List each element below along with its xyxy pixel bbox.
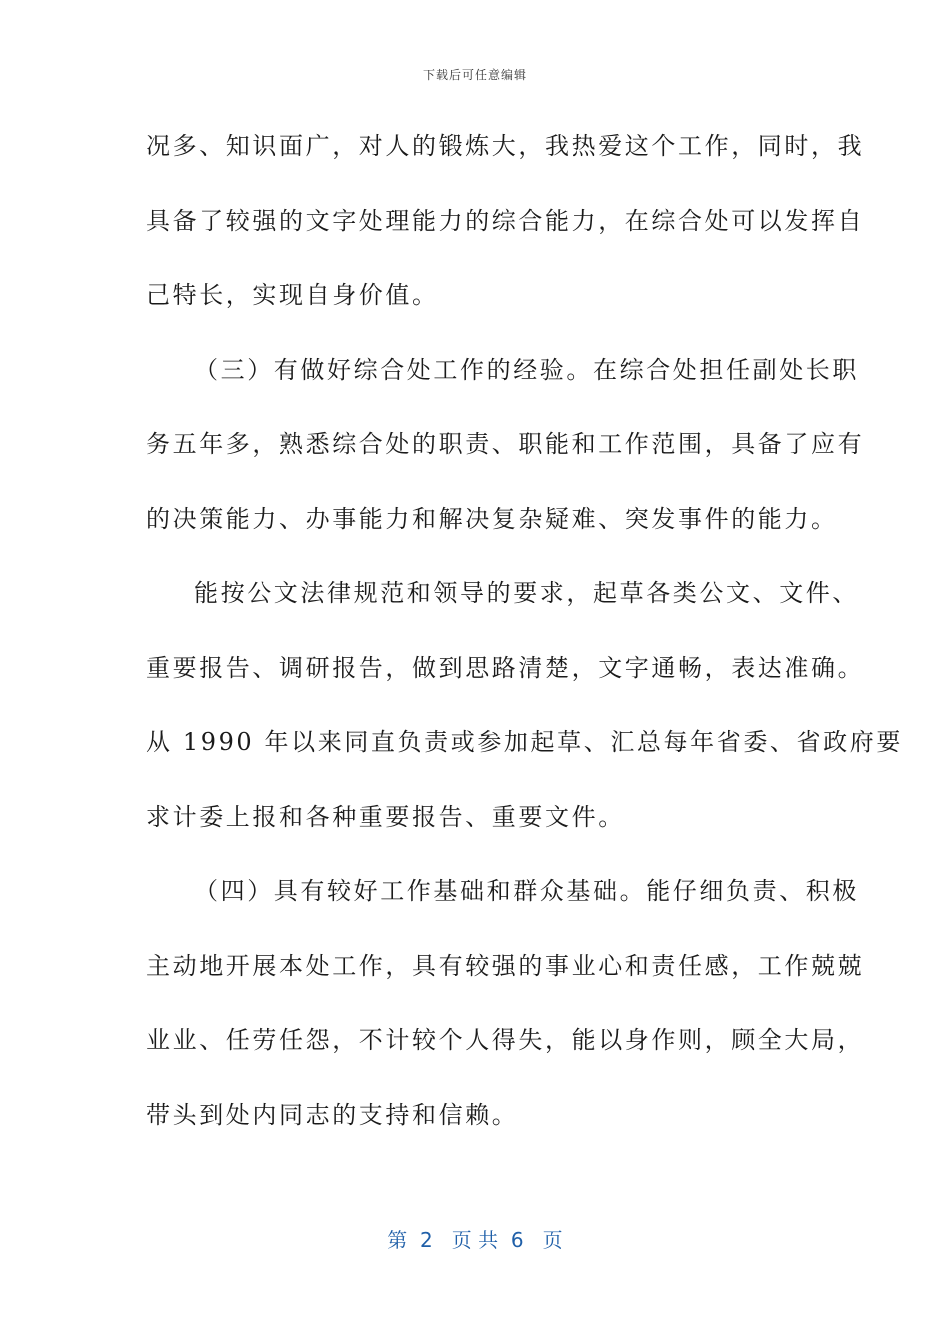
paragraph-first-line: 能按公文法律规范和领导的要求，起草各类公文、文件、 <box>194 579 859 607</box>
page-number-footer: 第 2 页 共 6 页 <box>387 1228 563 1252</box>
page-header-note: 下载后可任意编辑 <box>422 68 527 82</box>
text-line: 从 1990 年以来同直负责或参加起草、汇总每年省委、省政府要 <box>146 728 903 756</box>
paragraph-first-line: （三）有做好综合处工作的经验。在综合处担任副处长职 <box>194 355 859 384</box>
text-line: 的决策能力、办事能力和解决复杂疑难、突发事件的能力。 <box>146 504 838 533</box>
text-line: 业业、任劳任怨，不计较个人得失，能以身作则，顾全大局， <box>146 1026 865 1054</box>
text-line: 己特长，实现自身价值。 <box>146 281 439 309</box>
text-line: 主动地开展本处工作，具有较强的事业心和责任感，工作兢兢 <box>146 951 865 980</box>
text-line: 求计委上报和各种重要报告、重要文件。 <box>146 802 625 831</box>
text-line: 务五年多，熟悉综合处的职责、职能和工作范围，具备了应有 <box>146 430 865 458</box>
text-line: 况多、知识面广，对人的锻炼大，我热爱这个工作，同时，我 <box>146 132 865 160</box>
text-line: 具备了较强的文字处理能力的综合能力，在综合处可以发挥自 <box>146 206 865 235</box>
paragraph-first-line: （四）具有较好工作基础和群众基础。能仔细负责、积极 <box>194 877 859 905</box>
text-line: 重要报告、调研报告，做到思路清楚，文字通畅，表达准确。 <box>146 653 865 682</box>
document-body <box>146 122 903 1165</box>
text-line: 带头到处内同志的支持和信赖。 <box>146 1100 519 1129</box>
